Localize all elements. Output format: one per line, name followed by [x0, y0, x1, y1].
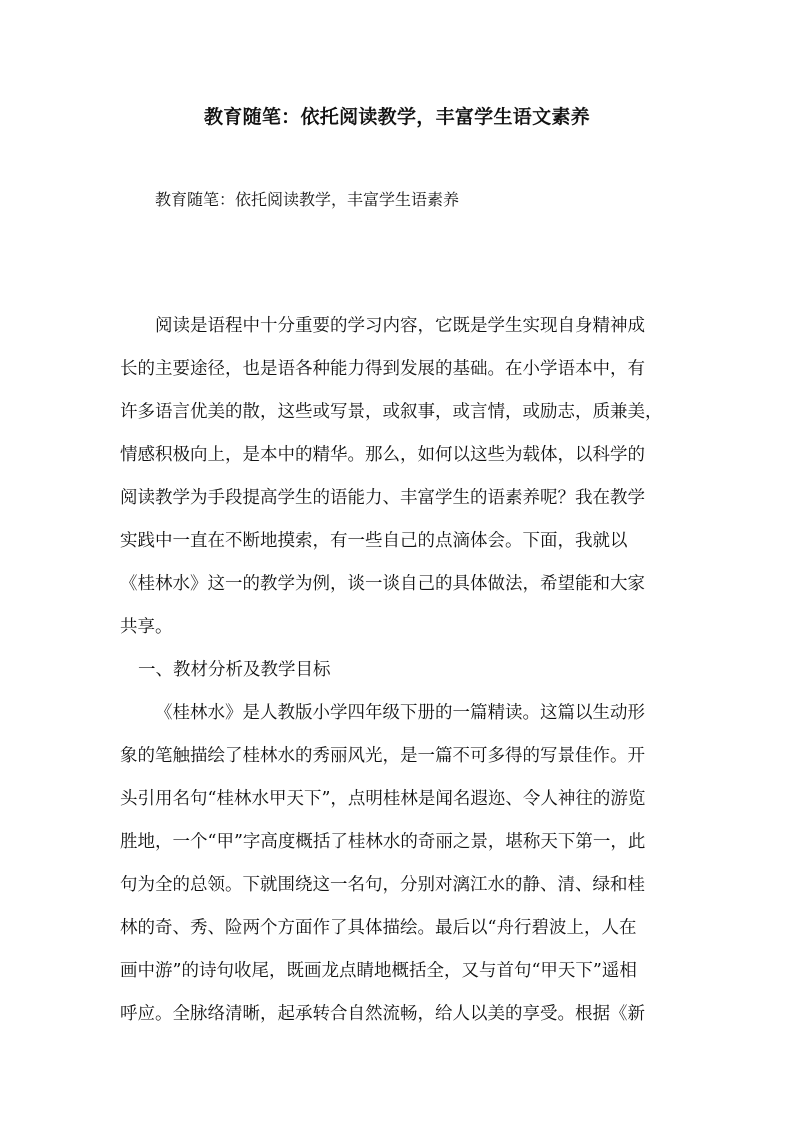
document-subtitle: 教育随笔：依托阅读教学，丰富学生语素养 — [155, 190, 460, 209]
paragraph-line: 阅读是语程中十分重要的学习内容，它既是学生实现自身精神成 — [155, 316, 645, 336]
paragraph-line: 许多语言优美的散，这些或写景，或叙事，或言情，或励志，质兼美， — [120, 402, 663, 422]
paragraph-line: 胜地，一个“甲”字高度概括了桂林水的奇丽之景，堪称天下第一，此 — [120, 832, 646, 852]
paragraph-line: 画中游”的诗句收尾，既画龙点睛地概括全，又与首句“甲天下”遥相 — [120, 961, 637, 981]
paragraph-line: 共享。 — [120, 617, 173, 637]
paragraph-line: 实践中一直在不断地摸索，有一些自己的点滴体会。下面，我就以 — [120, 531, 628, 551]
paragraph-line: 呼应。全脉络清晰，起承转合自然流畅，给人以美的享受。根据《新 — [120, 1004, 645, 1024]
paragraph-line: 长的主要途径，也是语各种能力得到发展的基础。在小学语本中，有 — [120, 359, 645, 379]
paragraph-line: 情感积极向上，是本中的精华。那么，如何以这些为载体，以科学的 — [120, 445, 645, 465]
paragraph-line: 头引用名句“桂林水甲天下”，点明桂林是闻名遐迩、令人神往的游览 — [120, 789, 646, 809]
document-title: 教育随笔：依托阅读教学，丰富学生语文素养 — [203, 106, 590, 128]
paragraph-line: 句为全的总领。下就围绕这一名句，分别对漓江水的静、清、绿和桂 — [120, 875, 645, 895]
paragraph-line: 林的奇、秀、险两个方面作了具体描绘。最后以“舟行碧波上，人在 — [120, 918, 637, 938]
paragraph-line: 象的笔触描绘了桂林水的秀丽风光，是一篇不可多得的写景佳作。开 — [120, 746, 645, 766]
paragraph-line: 《桂林水》这一的教学为例，谈一谈自己的具体做法，希望能和大家 — [120, 574, 645, 594]
paragraph-line: 阅读教学为手段提高学生的语能力、丰富学生的语素养呢？我在教学 — [120, 488, 645, 508]
paragraph-line: 《桂林水》是人教版小学四年级下册的一篇精读。这篇以生动形 — [155, 703, 645, 723]
section-heading: 一、教材分析及教学目标 — [138, 660, 331, 680]
